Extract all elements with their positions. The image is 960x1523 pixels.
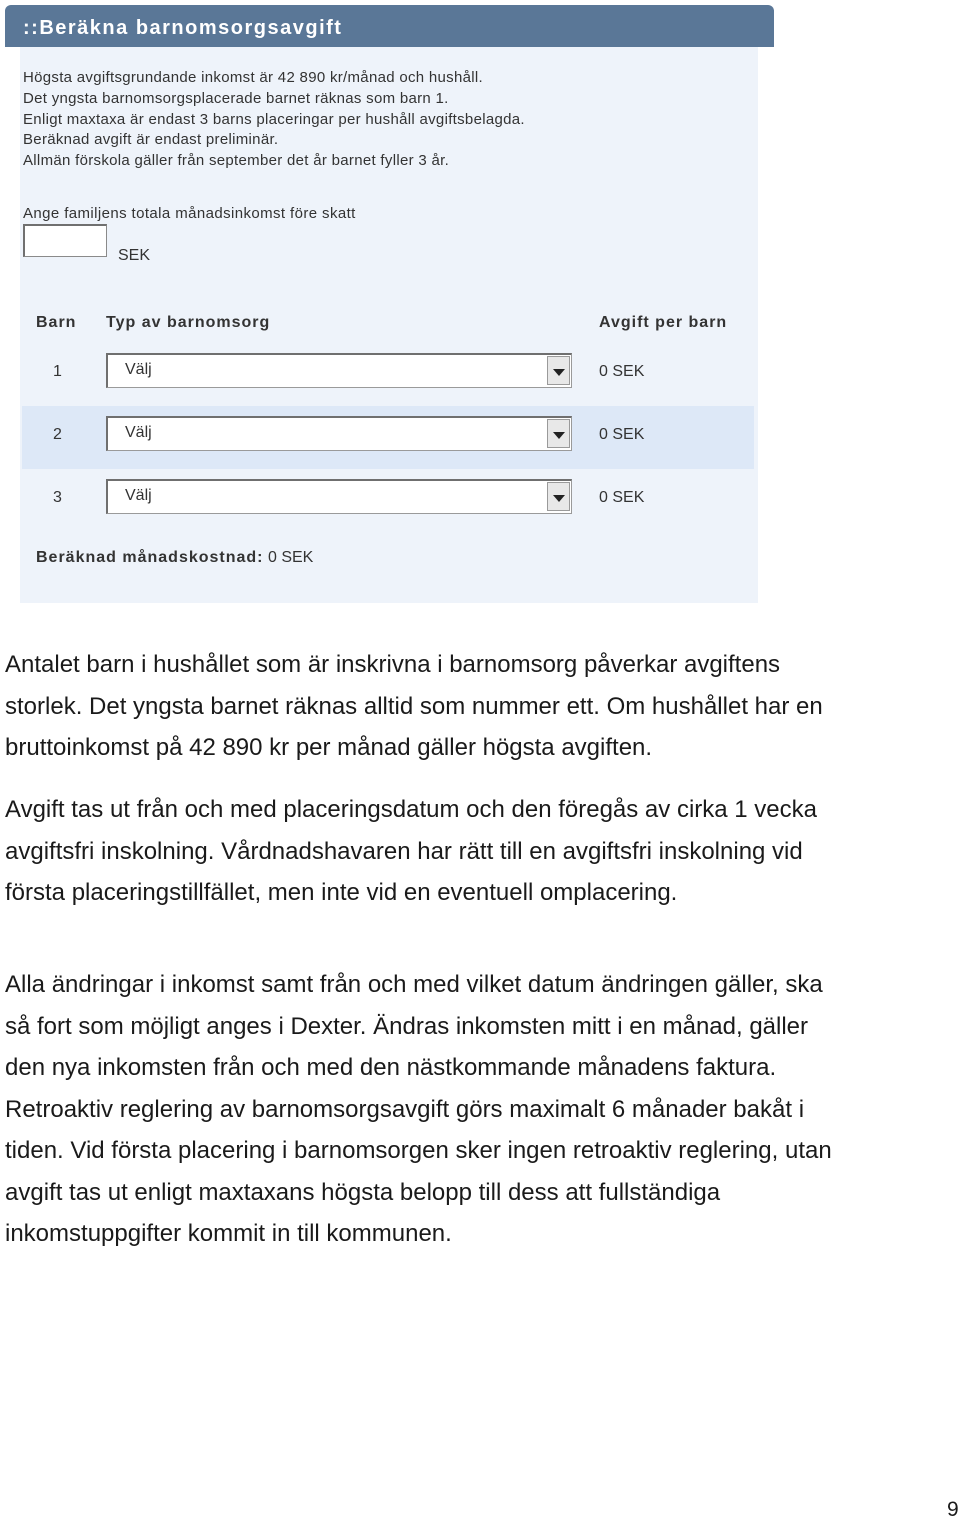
info-line: Högsta avgiftsgrundande inkomst är 42 890 kr/månad och hushåll. [23, 69, 483, 86]
text-line: Retroaktiv reglering av barnomsorgsavgift görs maximalt 6 månader bakåt i [5, 1095, 805, 1123]
fee-value: 0 SEK [599, 489, 645, 506]
care-type-select[interactable] [106, 416, 572, 451]
text-line: inkomstuppgifter kommit in till kommunen. [5, 1220, 452, 1247]
text-line: tiden. Vid första placering i barnomsorgen sker ingen retroaktiv reglering, utan [5, 1137, 832, 1164]
care-type-select[interactable] [106, 353, 572, 388]
text-line: bruttoinkomst på 42 890 kr per månad gäller högsta avgiften. [5, 734, 653, 761]
dropdown-arrow-icon[interactable] [547, 419, 570, 448]
table-row [22, 469, 754, 532]
text-line: storlek. Det yngsta barnet räknas alltid som nummer ett. Om hushållet har en [5, 692, 823, 720]
text-line: Avgift tas ut från och med placeringsdatum och den föregås av cirka 1 vecka [5, 796, 817, 823]
text-line: den nya inkomsten från och med den nästkommande månadens faktura. [5, 1054, 777, 1081]
dropdown-arrow-icon[interactable] [547, 356, 570, 385]
child-number: 2 [53, 426, 62, 443]
info-line: Beräknad avgift är endast preliminär. [23, 131, 279, 149]
select-value: Välj [125, 424, 152, 441]
info-text [23, 68, 525, 172]
table-row [22, 406, 754, 469]
fee-value: 0 SEK [599, 363, 645, 380]
text-line: Alla ändringar i inkomst samt från och med vilket datum ändringen gäller, ska [5, 971, 823, 998]
income-unit: SEK [118, 247, 151, 264]
income-label: Ange familjens totala månadsinkomst före skatt [23, 205, 356, 222]
fee-value: 0 SEK [599, 426, 645, 443]
text-line: första placeringstillfället, men inte vid en eventuell omplacering. [5, 879, 678, 906]
text-line: avgiftsfri inskolning. Vårdnadshavaren har rätt till en avgiftsfri inskolning vid [5, 837, 803, 865]
calculator-panel [20, 47, 758, 603]
column-header-child: Barn [36, 314, 77, 331]
total-cost [36, 549, 313, 567]
info-line: Enligt maxtaxa är endast 3 barns placeringar per hushåll avgiftsbelagda. [23, 110, 525, 128]
select-value: Välj [125, 361, 152, 378]
income-input[interactable] [23, 224, 107, 257]
total-cost-label: Beräknad månadskostnad: [36, 549, 264, 566]
dropdown-arrow-icon[interactable] [547, 482, 570, 511]
page-number: 9 [947, 1498, 959, 1521]
paragraph [5, 644, 955, 769]
column-header-type: Typ av barnomsorg [106, 314, 271, 331]
select-value: Välj [125, 487, 152, 504]
info-line: Allmän förskola gäller från september det år barnet fyller 3 år. [23, 152, 450, 170]
table-row [22, 343, 754, 406]
info-line: Det yngsta barnomsorgsplacerade barnet räknas som barn 1. [23, 89, 449, 107]
calculator-header [5, 5, 774, 47]
column-header-fee: Avgift per barn [599, 314, 728, 331]
text-line: så fort som möjligt anges i Dexter. Ändras inkomsten mitt i en månad, gäller [5, 1012, 809, 1040]
paragraph [5, 964, 955, 1255]
child-number: 3 [53, 489, 62, 506]
child-number: 1 [53, 363, 62, 380]
paragraph [5, 789, 955, 914]
calculator-title: ::Beräkna barnomsorgsavgift [23, 17, 343, 39]
total-cost-value: 0 SEK [267, 549, 314, 566]
text-line: avgift tas ut enligt maxtaxans högsta belopp till dess att fullständiga [5, 1178, 721, 1206]
text-line: Antalet barn i hushållet som är inskrivna i barnomsorg påverkar avgiftens [5, 651, 781, 678]
care-type-select[interactable] [106, 479, 572, 514]
